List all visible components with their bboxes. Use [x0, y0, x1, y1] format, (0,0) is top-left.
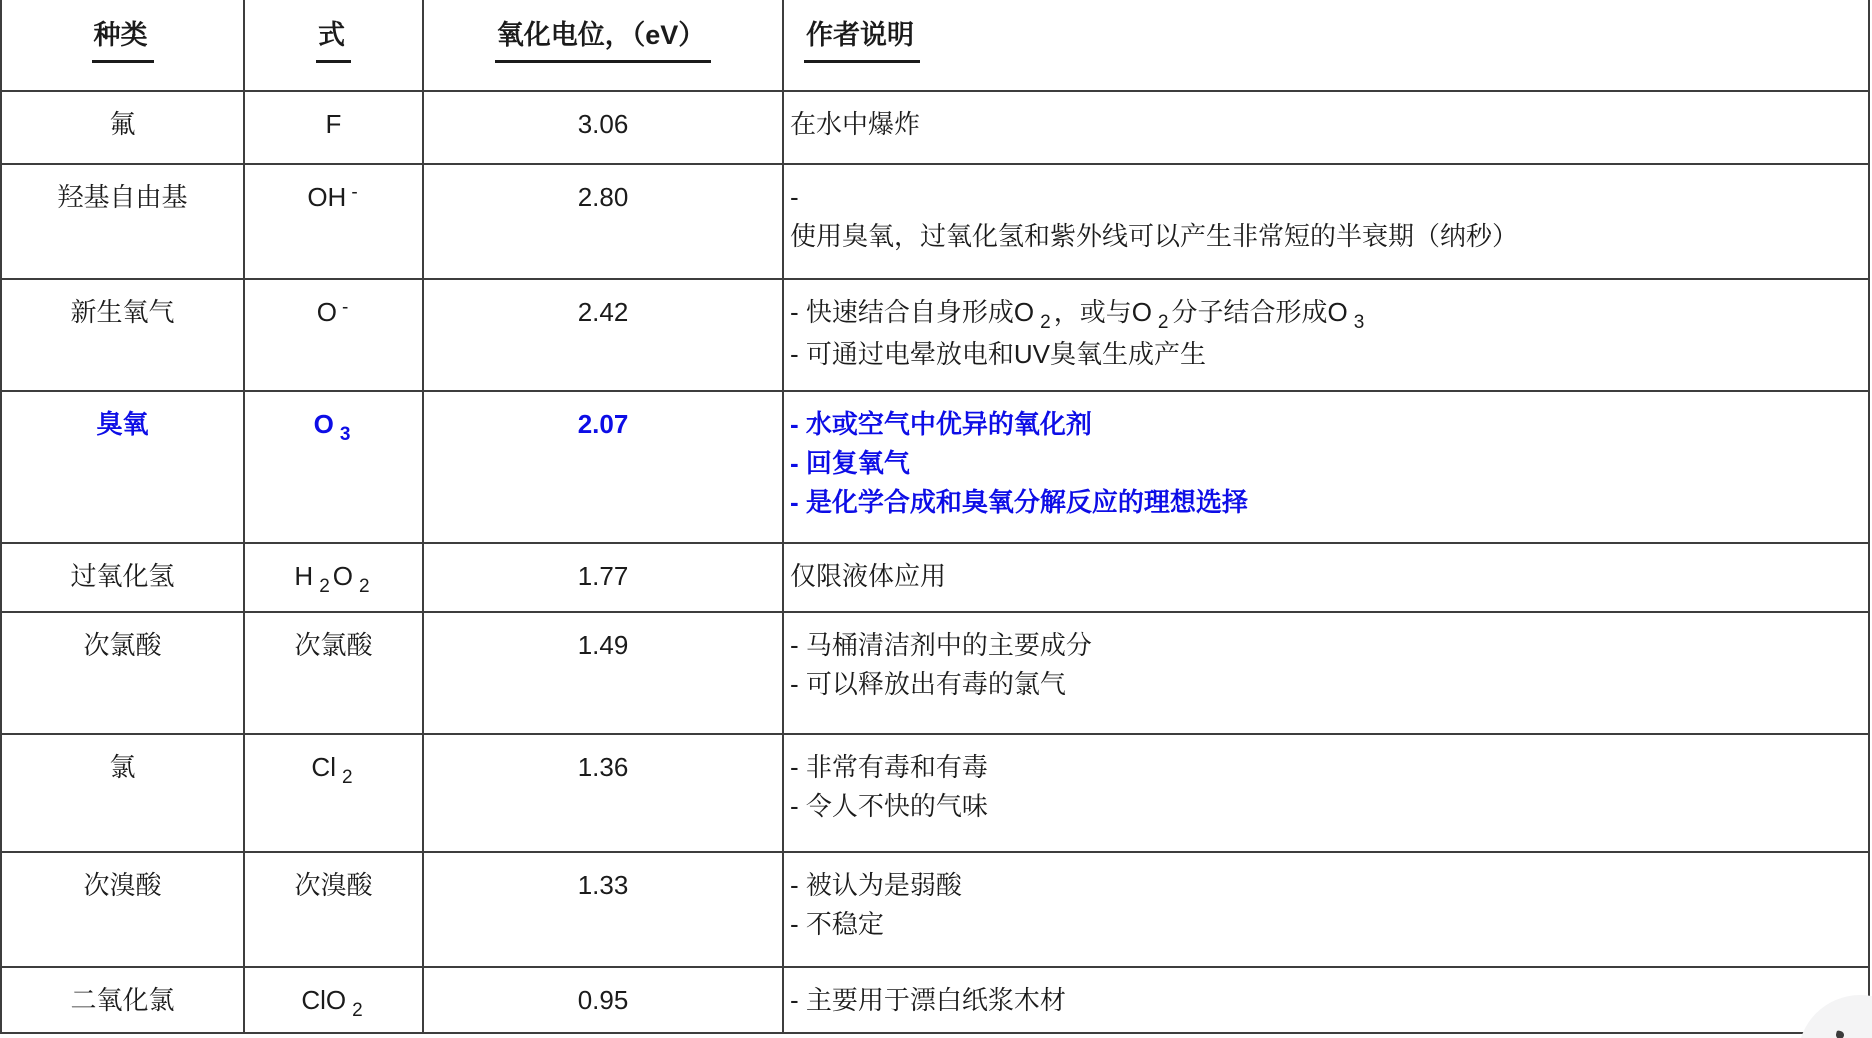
text-segment: 仅限液体应用 — [790, 561, 947, 591]
text-segment: - 可通过电晕放电和UV臭氧生成产生 — [790, 339, 1207, 369]
formula-cell — [244, 543, 423, 612]
table-row — [1, 612, 1869, 734]
text-segment: O — [316, 297, 337, 327]
text-segment: OH — [307, 182, 347, 212]
text-segment: - 被认为是弱酸 — [790, 870, 962, 900]
text-segment: - 快速结合自身形成O — [790, 297, 1035, 327]
column-header-formula — [244, 0, 423, 91]
column-header-species — [1, 0, 244, 91]
text-segment: H — [294, 561, 314, 591]
notes-cell — [783, 967, 1869, 1033]
note-line — [790, 444, 1862, 483]
note-line — [790, 665, 1862, 704]
table-row — [1, 391, 1869, 543]
text-segment: - — [790, 182, 799, 212]
note-line — [790, 626, 1862, 665]
text-segment: - 马桶清洁剂中的主要成分 — [790, 630, 1092, 660]
table-header — [1, 0, 1869, 91]
potential-cell: 1.49 — [423, 612, 783, 734]
subscript: 2 — [1157, 312, 1169, 333]
note-line — [790, 105, 1862, 144]
note-line — [790, 293, 1862, 335]
text-segment: O — [332, 561, 353, 591]
text-segment: Cl — [311, 752, 336, 782]
note-line — [790, 483, 1862, 522]
formula-cell — [244, 734, 423, 852]
subscript: 2 — [359, 576, 370, 597]
subscript: 2 — [352, 1000, 363, 1021]
text-segment: - 是化学合成和臭氧分解反应的理想选择 — [790, 487, 1248, 517]
note-line — [790, 748, 1862, 787]
table-row — [1, 164, 1869, 279]
text-segment: 分子结合形成O — [1171, 297, 1348, 327]
note-line — [790, 335, 1862, 374]
table-row — [1, 543, 1869, 612]
subscript: 2 — [1040, 312, 1051, 333]
text-segment: - 回复氧气 — [790, 448, 910, 478]
notes-cell — [783, 612, 1869, 734]
table-row — [1, 279, 1869, 391]
text-segment: F — [325, 109, 342, 139]
potential-cell: 0.95 — [423, 967, 783, 1033]
notes-cell — [783, 91, 1869, 164]
column-header-species-label: 种类 — [92, 16, 154, 63]
column-header-notes-label: 作者说明 — [804, 16, 920, 63]
column-header-potential-label: 氧化电位，（eV） — [495, 16, 712, 63]
header-row — [1, 0, 1869, 91]
potential-cell: 2.42 — [423, 279, 783, 391]
note-line — [790, 905, 1862, 944]
table-row — [1, 734, 1869, 852]
note-line — [790, 787, 1862, 826]
potential-cell: 1.33 — [423, 852, 783, 967]
potential-cell: 2.80 — [423, 164, 783, 279]
table-row — [1, 91, 1869, 164]
superscript: - — [351, 182, 358, 203]
column-header-notes — [783, 0, 1869, 91]
text-segment: 使用臭氧，过氧化氢和紫外线可以产生非常短的半衰期（纳秒） — [790, 221, 1519, 251]
text-segment: ，或与O — [1053, 297, 1152, 327]
notes-cell — [783, 543, 1869, 612]
text-segment: - 不稳定 — [790, 909, 884, 939]
subscript: 2 — [319, 576, 330, 597]
species-cell: 羟基自由基 — [1, 164, 244, 279]
species-cell: 二氧化氯 — [1, 967, 244, 1033]
table-row — [1, 852, 1869, 967]
text-segment: 次溴酸 — [294, 870, 373, 900]
text-segment: 次氯酸 — [294, 630, 373, 660]
note-line — [790, 405, 1862, 444]
formula-cell — [244, 91, 423, 164]
notes-cell — [783, 852, 1869, 967]
superscript: - — [341, 297, 349, 318]
species-cell: 次氯酸 — [1, 612, 244, 734]
subscript: 2 — [341, 767, 353, 788]
species-cell: 新生氧气 — [1, 279, 244, 391]
note-line — [790, 178, 1862, 217]
text-segment: 在水中爆炸 — [790, 109, 921, 139]
potential-cell: 3.06 — [423, 91, 783, 164]
notes-cell — [783, 279, 1869, 391]
text-segment: - 可以释放出有毒的氯气 — [790, 669, 1066, 699]
note-line — [790, 217, 1862, 256]
text-segment: O — [313, 409, 334, 439]
subscript: 3 — [1353, 312, 1365, 333]
notes-cell — [783, 391, 1869, 543]
column-header-formula-label: 式 — [316, 16, 351, 63]
text-segment: - 水或空气中优异的氧化剂 — [790, 409, 1092, 439]
column-header-potential — [423, 0, 783, 91]
text-segment: - 令人不快的气味 — [790, 791, 988, 821]
species-cell: 次溴酸 — [1, 852, 244, 967]
text-segment: - 非常有毒和有毒 — [790, 752, 988, 782]
formula-cell — [244, 164, 423, 279]
formula-cell — [244, 391, 423, 543]
potential-cell: 1.77 — [423, 543, 783, 612]
potential-cell: 1.36 — [423, 734, 783, 852]
species-cell: 氯 — [1, 734, 244, 852]
formula-cell — [244, 279, 423, 391]
species-cell: 臭氧 — [1, 391, 244, 543]
note-line — [790, 981, 1862, 1020]
subscript: 3 — [339, 424, 351, 445]
note-line — [790, 557, 1862, 596]
potential-cell: 2.07 — [423, 391, 783, 543]
species-cell: 氟 — [1, 91, 244, 164]
text-segment: ClO — [301, 985, 347, 1015]
formula-cell — [244, 612, 423, 734]
table-row — [1, 967, 1869, 1033]
table-body — [1, 91, 1869, 1033]
notes-cell — [783, 164, 1869, 279]
species-cell: 过氧化氢 — [1, 543, 244, 612]
notes-cell — [783, 734, 1869, 852]
text-segment: - 主要用于漂白纸浆木材 — [790, 985, 1066, 1015]
note-line — [790, 866, 1862, 905]
formula-cell — [244, 967, 423, 1033]
formula-cell — [244, 852, 423, 967]
